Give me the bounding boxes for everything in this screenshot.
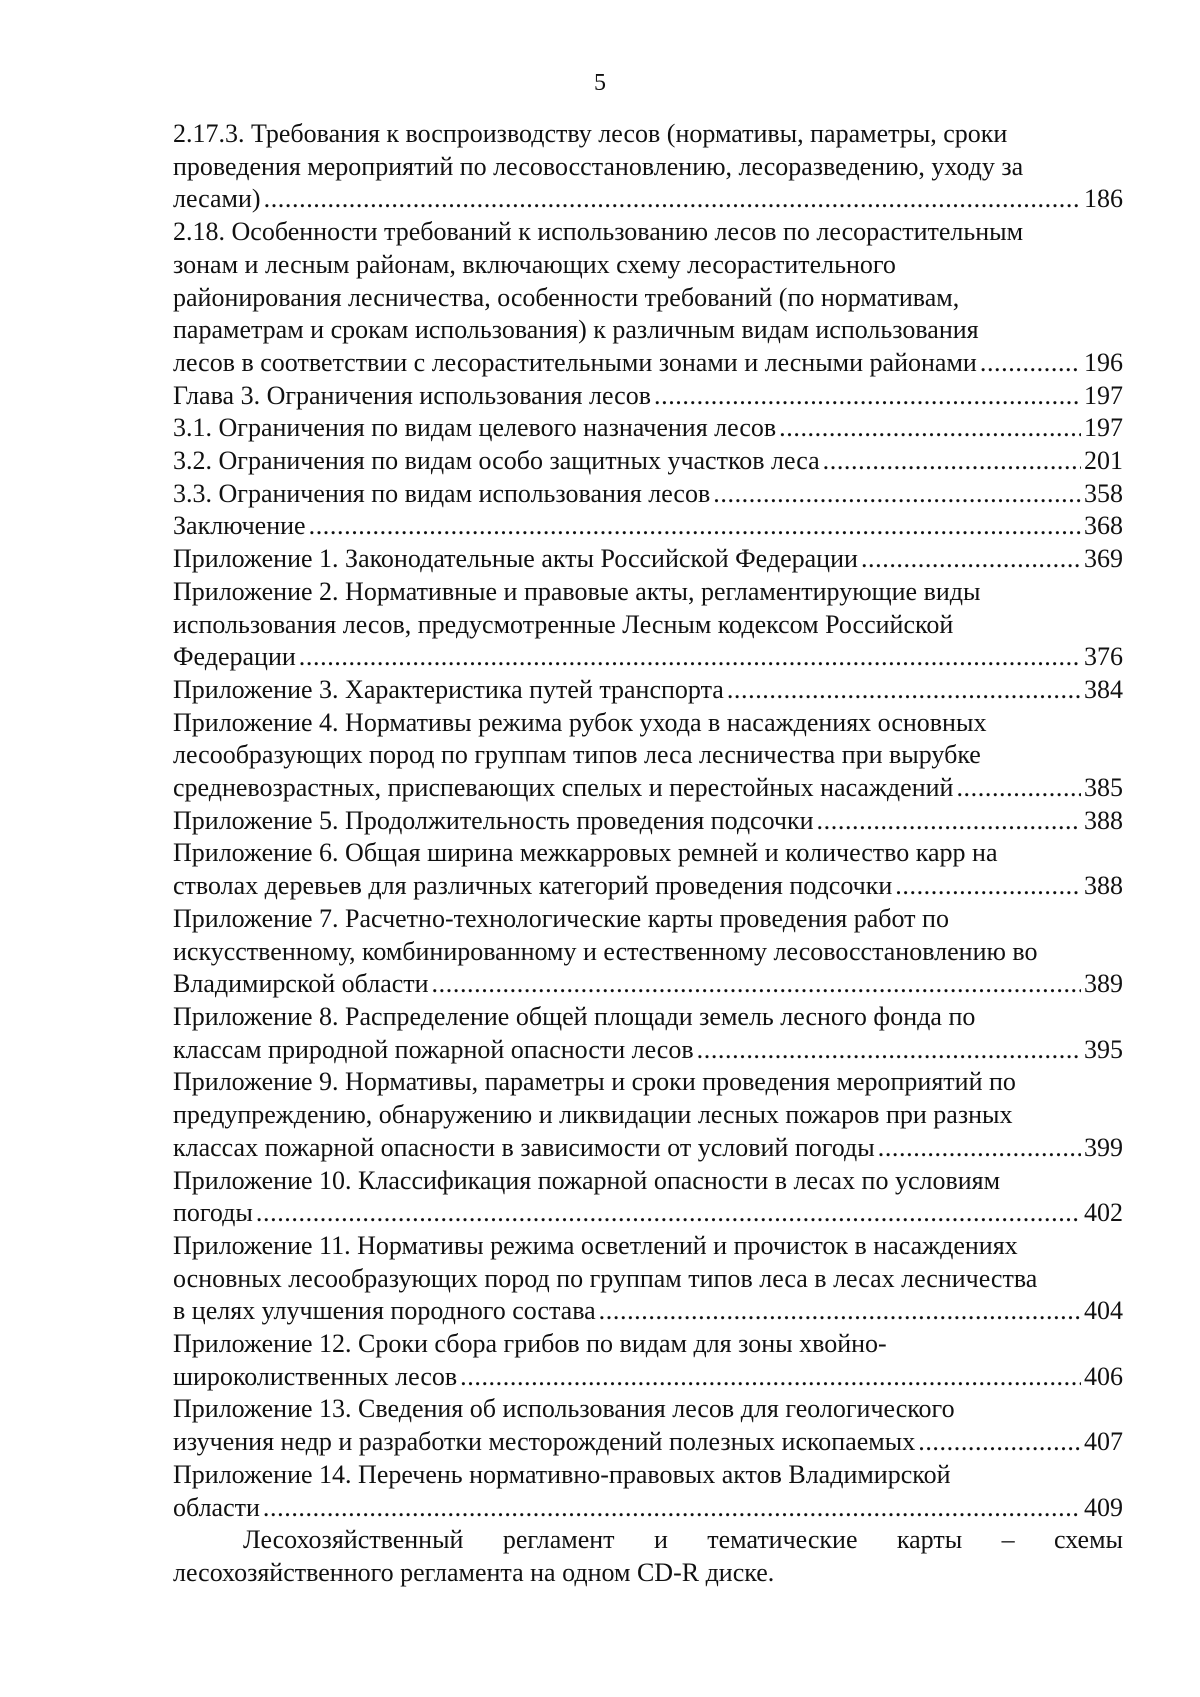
toc-entry-text-line: параметрам и срокам использования) к различным видам использования <box>173 315 979 345</box>
toc-entry-text-line: области <box>173 1492 260 1522</box>
dot-leader <box>460 1361 1081 1394</box>
toc-page-number: 385 <box>1084 773 1123 803</box>
toc-entry-text-line: Приложение 7. Расчетно-технологические карты проведения работ по <box>173 903 949 933</box>
toc-entry-text-line: лесов в соответствии с лесорастительными зонами и лесными районами <box>173 347 977 377</box>
dot-leader <box>878 1132 1081 1165</box>
toc-page-number: 399 <box>1084 1132 1123 1162</box>
toc-entry-text-line: использования лесов, предусмотренные Лесным кодексом Российской <box>173 609 954 639</box>
toc-page-number: 388 <box>1084 805 1123 835</box>
toc-entry-last-line <box>173 183 1123 216</box>
dot-leader <box>697 1034 1081 1067</box>
toc-entry-last-line <box>173 445 1123 478</box>
toc-page-number: 409 <box>1084 1492 1123 1522</box>
toc-entry-text-line: погоды <box>173 1198 253 1228</box>
toc-entry <box>173 118 1123 216</box>
table-of-contents <box>173 118 1123 1590</box>
toc-entry-last-line <box>173 1426 1123 1459</box>
toc-entry-last-line <box>173 380 1123 413</box>
toc-entry-text-line: Приложение 11. Нормативы режима осветлений и прочисток в насаждениях <box>173 1230 1018 1260</box>
toc-entry-last-line <box>173 968 1123 1001</box>
toc-page-number: 368 <box>1084 511 1123 541</box>
toc-entry-text-line: лесами) <box>173 184 261 214</box>
toc-entry <box>173 1066 1123 1164</box>
toc-page-number: 384 <box>1084 674 1123 704</box>
toc-page-number: 358 <box>1084 478 1123 508</box>
toc-entry-text-line: проведения мероприятий по лесовосстановлению, лесоразведению, уходу за <box>173 151 1024 181</box>
toc-entry <box>173 1393 1123 1458</box>
dot-leader <box>779 412 1081 445</box>
toc-page-number: 196 <box>1084 347 1123 377</box>
toc-entry <box>173 478 1123 511</box>
toc-entry <box>173 216 1123 380</box>
toc-entry-text-line: широколиственных лесов <box>173 1361 458 1391</box>
toc-entry-text-line: Приложение 9. Нормативы, параметры и сроки проведения мероприятий по <box>173 1067 1016 1097</box>
dot-leader <box>956 772 1081 805</box>
toc-page-number: 402 <box>1084 1198 1123 1228</box>
toc-entry-text-line: Приложение 1. Законодательные акты Российской Федерации <box>173 544 858 574</box>
toc-entry-text-line: Заключение <box>173 511 306 541</box>
toc-entry-last-line <box>173 805 1123 838</box>
toc-entry <box>173 674 1123 707</box>
toc-entry <box>173 412 1123 445</box>
toc-page-number: 389 <box>1084 969 1123 999</box>
toc-entry-text-line: Приложение 13. Сведения об использования лесов для геологического <box>173 1394 955 1424</box>
toc-entry-last-line <box>173 543 1123 576</box>
toc-entry-last-line <box>173 510 1123 543</box>
toc-entry-last-line <box>173 674 1123 707</box>
toc-entry-text-line: изучения недр и разработки месторождений полезных ископаемых <box>173 1427 916 1457</box>
dot-leader <box>918 1426 1081 1459</box>
toc-page-number: 376 <box>1084 642 1123 672</box>
page-number: 5 <box>594 70 606 96</box>
toc-entry-last-line <box>173 772 1123 805</box>
dot-leader <box>727 674 1081 707</box>
toc-entry-text-line: Приложение 8. Распределение общей площади земель лесного фонда по <box>173 1001 976 1031</box>
dot-leader <box>823 445 1081 478</box>
closing-line-1: Лесохозяйственный регламент и тематические карты – схемы <box>243 1525 1123 1555</box>
toc-entry-last-line <box>173 641 1123 674</box>
dot-leader <box>432 968 1081 1001</box>
toc-entry-text-line: 3.2. Ограничения по видам особо защитных участков леса <box>173 446 820 476</box>
toc-entry-last-line <box>173 478 1123 511</box>
toc-entry-last-line <box>173 1197 1123 1230</box>
toc-page-number: 201 <box>1084 446 1123 476</box>
toc-entry-text-line: 3.3. Ограничения по видам использования лесов <box>173 478 711 508</box>
dot-leader <box>299 641 1081 674</box>
toc-entry <box>173 380 1123 413</box>
toc-entry-text-line: Приложение 5. Продолжительность проведения подсочки <box>173 805 814 835</box>
toc-entry-text-line: предупреждению, обнаружению и ликвидации лесных пожаров при разных <box>173 1100 1013 1130</box>
toc-entry-text-line: Приложение 12. Сроки сбора грибов по видам для зоны хвойно- <box>173 1329 887 1359</box>
toc-page-number: 395 <box>1084 1034 1123 1064</box>
toc-entry <box>173 1459 1123 1524</box>
toc-page-number: 197 <box>1084 413 1123 443</box>
toc-entry-text-line: районирования лесничества, особенности требований (по нормативам, <box>173 282 960 312</box>
toc-entry-last-line <box>173 412 1123 445</box>
toc-entry <box>173 576 1123 674</box>
toc-page-number: 369 <box>1084 544 1123 574</box>
dot-leader <box>256 1197 1081 1230</box>
toc-entry-text-line: искусственному, комбинированному и естественному лесовосстановлению во <box>173 936 1038 966</box>
closing-line-2: лесохозяйственного регламента на одном CD-R диске. <box>173 1557 775 1587</box>
toc-entry <box>173 1001 1123 1066</box>
toc-entry-text-line: классам природной пожарной опасности лесов <box>173 1034 694 1064</box>
toc-entry <box>173 543 1123 576</box>
toc-entry-text-line: 2.18. Особенности требований к использованию лесов по лесорастительным <box>173 217 1024 247</box>
toc-entry-text-line: Приложение 14. Перечень нормативно-правовых актов Владимирской <box>173 1459 951 1489</box>
toc-entry-text-line: Приложение 2. Нормативные и правовые акты, регламентирующие виды <box>173 576 981 606</box>
toc-entry-text-line: 2.17.3. Требования к воспроизводству лесов (нормативы, параметры, сроки <box>173 119 1008 148</box>
toc-entry-last-line <box>173 1132 1123 1165</box>
toc-entry <box>173 1230 1123 1328</box>
toc-entry <box>173 510 1123 543</box>
toc-page-number: 197 <box>1084 380 1123 410</box>
toc-page-number: 406 <box>1084 1361 1123 1391</box>
toc-entry-text-line: стволах деревьев для различных категорий проведения подсочки <box>173 871 893 901</box>
toc-entry-last-line <box>173 347 1123 380</box>
toc-entry-text-line: Приложение 10. Классификация пожарной опасности в лесах по условиям <box>173 1165 1001 1195</box>
toc-entry-last-line <box>173 1361 1123 1394</box>
closing-paragraph <box>173 1524 1123 1589</box>
dot-leader <box>309 510 1081 543</box>
toc-entry-last-line <box>173 1492 1123 1525</box>
toc-entry-last-line <box>173 1034 1123 1067</box>
dot-leader <box>599 1295 1081 1328</box>
toc-entry-text-line: в целях улучшения породного состава <box>173 1296 596 1326</box>
dot-leader <box>895 870 1081 903</box>
toc-entry-text-line: классах пожарной опасности в зависимости от условий погоды <box>173 1132 875 1162</box>
toc-page-number: 186 <box>1084 184 1123 214</box>
toc-entry-text-line: Владимирской области <box>173 969 429 999</box>
toc-entry-text-line: 3.1. Ограничения по видам целевого назначения лесов <box>173 413 777 443</box>
toc-entry-text-line: лесообразующих пород по группам типов леса лесничества при вырубке <box>173 740 981 770</box>
toc-entry <box>173 837 1123 902</box>
toc-page-number: 407 <box>1084 1427 1123 1457</box>
toc-entry-text-line: основных лесообразующих пород по группам типов леса в лесах лесничества <box>173 1263 1038 1293</box>
dot-leader <box>263 1492 1081 1525</box>
toc-entry-text-line: Глава 3. Ограничения использования лесов <box>173 380 651 410</box>
toc-entry-last-line <box>173 1295 1123 1328</box>
dot-leader <box>980 347 1081 380</box>
toc-entry <box>173 445 1123 478</box>
toc-entry-text-line: зонам и лесным районам, включающих схему лесорастительного <box>173 249 896 279</box>
toc-entry <box>173 903 1123 1001</box>
toc-entry-text-line: Приложение 3. Характеристика путей транспорта <box>173 674 724 704</box>
toc-entry-last-line <box>173 870 1123 903</box>
dot-leader <box>264 183 1081 216</box>
toc-entry-text-line: Приложение 4. Нормативы режима рубок ухода в насаждениях основных <box>173 707 987 737</box>
toc-entry <box>173 805 1123 838</box>
dot-leader <box>817 805 1081 838</box>
toc-entry-text-line: Федерации <box>173 642 296 672</box>
dot-leader <box>713 478 1081 511</box>
dot-leader <box>654 380 1081 413</box>
toc-entry-text-line: Приложение 6. Общая ширина межкарровых ремней и количество карр на <box>173 838 998 868</box>
dot-leader <box>861 543 1081 576</box>
toc-page-number: 388 <box>1084 871 1123 901</box>
toc-entry <box>173 1328 1123 1393</box>
toc-entry <box>173 707 1123 805</box>
toc-entry-text-line: средневозрастных, приспевающих спелых и перестойных насаждений <box>173 773 954 803</box>
toc-entry <box>173 1165 1123 1230</box>
toc-page-number: 404 <box>1084 1296 1123 1326</box>
toc-entries <box>173 118 1123 1524</box>
